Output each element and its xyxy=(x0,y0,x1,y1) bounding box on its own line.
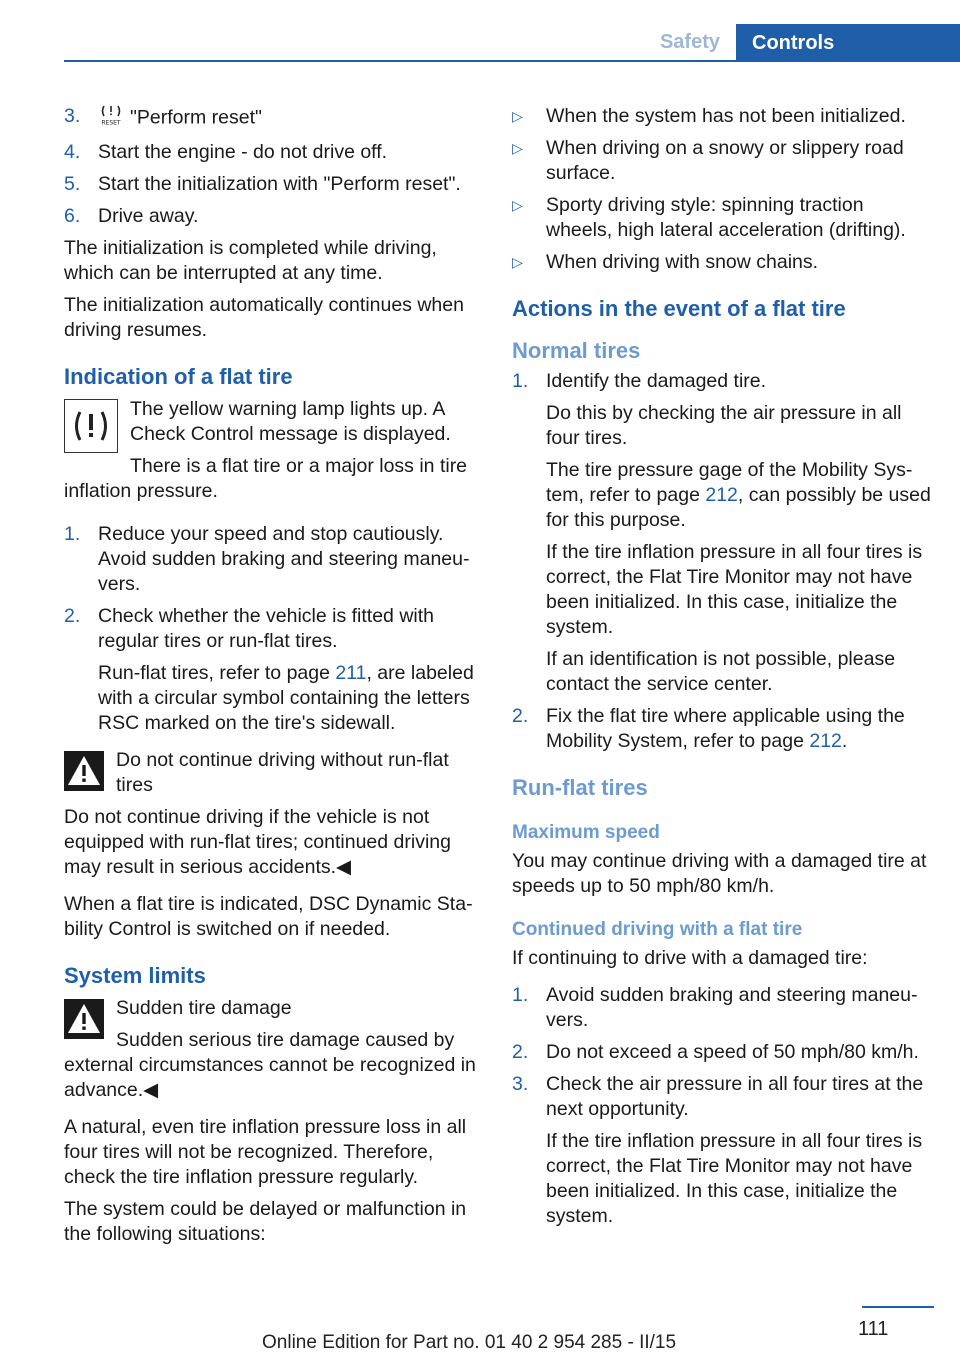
footer-rule xyxy=(862,1306,934,1308)
warning-icon xyxy=(64,751,104,791)
step-number: 3. xyxy=(512,1073,529,1095)
step-number: 1. xyxy=(512,984,529,1006)
warning-title: Do not continue driving without run-flat tires xyxy=(116,749,449,796)
list-item: 2. Fix the flat tire where applicable using the Mobility System, refer to page 212. xyxy=(512,705,905,752)
section-heading: System limits xyxy=(64,963,206,988)
subsection-heading: Run-flat tires xyxy=(512,775,648,800)
step-text: Start the engine - do not drive off. xyxy=(98,141,388,163)
page-link[interactable]: 212 xyxy=(705,484,738,506)
section-heading: Indication of a flat tire xyxy=(64,364,293,389)
tire-warning-lamp-icon xyxy=(64,399,118,453)
left-column xyxy=(64,104,480,1254)
step-subtext: Run-flat tires, refer to page 211, are labeled with a circular symbol containing the letters RSC marked on the tire's sidewall. xyxy=(98,662,474,734)
step-number: 4. xyxy=(64,141,81,163)
warning-title: Sudden tire damage xyxy=(116,997,292,1019)
bullet-item: ▷ When driving with snow chains. xyxy=(512,251,819,273)
bullet-item: ▷ When the system has not been initialized. xyxy=(512,105,906,127)
step-text: Start the initialization with "Perform reset". xyxy=(98,173,461,195)
warning-body: Do not continue driving if the vehicle is not equipped with run-flat tires; continued driving may result in serious accidents.◀ xyxy=(64,806,451,878)
list-item xyxy=(64,204,480,229)
step-subtext: If an identification is not possible, please contact the service center. xyxy=(546,648,896,695)
section-heading: Actions in the event of a flat tire xyxy=(512,296,846,321)
paragraph: When a flat tire is indicated, DSC Dynamic Stability Control is switched on if needed. xyxy=(64,893,473,940)
bullet-triangle-icon: ▷ xyxy=(512,197,523,213)
reset-icon-label: RESET xyxy=(101,119,121,126)
tab-controls[interactable]: Controls xyxy=(736,24,960,62)
subsection-heading: Normal tires xyxy=(512,338,641,363)
step-number: 1. xyxy=(64,523,81,545)
step-text: "Perform reset" xyxy=(130,106,262,129)
list-item xyxy=(64,172,480,197)
list-item: 1. Avoid sudden braking and steering maneuvers. xyxy=(512,984,918,1031)
paragraph: There is a flat tire or a major loss in tire inflation pressure. xyxy=(64,455,468,502)
paragraph: The initialization is completed while driving, which can be interrupted at any time. xyxy=(64,237,437,284)
step-subtext: Do this by checking the air pressure in all four tires. xyxy=(546,402,902,449)
page-number: 111 xyxy=(858,1318,889,1340)
warning-block xyxy=(64,748,480,805)
step-subtext: If the tire inflation pressure in all four tires is correct, the Flat Tire Monitor may not have been initialized. In this case, initialize the system. xyxy=(546,541,923,638)
step-number: 2. xyxy=(64,605,81,627)
list-item: 1. Identify the damaged tire. Do this by checking the air pressure in all four tires. The tire pressure gage of the Mobility System, refer to page 212, can possibly be used for this purpose. If the tire inflation pressure in all four tires is correct, the Flat Tire Monitor may not have been initialized. In this case, initialize the system. If an identification is not possible, please contact the service center. xyxy=(512,370,931,695)
step-number: 5. xyxy=(64,173,81,195)
list-item xyxy=(64,522,480,597)
minor-heading: Maximum speed xyxy=(512,822,660,843)
list-item: 3. Check the air pressure in all four tires at the next opportunity. If the tire inflation pressure in all four tires is correct, the Flat Tire Monitor may not have been initialized. In this case, initialize the system. xyxy=(512,1072,932,1229)
header-rule xyxy=(64,60,960,62)
warning-block xyxy=(64,996,480,1115)
list-item xyxy=(64,604,480,736)
list-item xyxy=(64,104,480,133)
bullet-item: ▷ When driving on a snowy or slippery road surface. xyxy=(512,137,904,184)
warning-body: Sudden serious tire damage caused by external circumstances cannot be recognized in advance.◀ xyxy=(64,1029,476,1101)
list-item: 2. Do not exceed a speed of 50 mph/80 km/h. xyxy=(512,1041,919,1063)
tab-safety[interactable]: Safety xyxy=(659,31,720,53)
bullet-triangle-icon: ▷ xyxy=(512,108,523,124)
bullet-item: ▷ Sporty driving style: spinning traction wheels, high lateral acceleration (drifting). xyxy=(512,194,906,241)
step-subtext: If the tire inflation pressure in all four tires is correct, the Flat Tire Monitor may not have been initialized. In this case, initialize the system. xyxy=(546,1130,923,1227)
paragraph: The yellow warning lamp lights up. A Check Control message is displayed. xyxy=(130,398,451,445)
step-text: Check whether the vehicle is fitted with regular tires or run-flat tires. xyxy=(98,605,434,652)
paragraph: You may continue driving with a damaged tire at speeds up to 50 mph/80 km/h. xyxy=(512,850,927,897)
step-number: 2. xyxy=(512,1041,529,1063)
step-text: Reduce your speed and stop cautiously. Avoid sudden braking and steering maneuvers. xyxy=(98,523,470,595)
paragraph: The initialization automatically continues when driving resumes. xyxy=(64,294,464,341)
edition-text: Online Edition for Part no. 01 40 2 954 285 - II/15 xyxy=(262,1332,677,1353)
step-number: 2. xyxy=(512,705,529,727)
list-item xyxy=(64,140,480,165)
bullet-triangle-icon: ▷ xyxy=(512,254,523,270)
warning-icon xyxy=(64,999,104,1039)
tire-reset-icon xyxy=(98,104,124,133)
right-column xyxy=(512,104,932,1236)
paragraph: If continuing to drive with a damaged tire: xyxy=(512,947,868,969)
page-link[interactable]: 212 xyxy=(809,730,842,752)
bullet-triangle-icon: ▷ xyxy=(512,140,523,156)
step-number: 1. xyxy=(512,370,529,392)
step-number: 6. xyxy=(64,205,81,227)
paragraph: A natural, even tire inflation pressure loss in all four tires will not be recognized. Therefore, check the tire inflation pressure regularly. xyxy=(64,1116,467,1188)
step-text: Drive away. xyxy=(98,205,199,227)
step-subtext: The tire pressure gage of the Mobility System, refer to page 212, can possibly be used for this purpose. xyxy=(546,459,931,531)
minor-heading: Continued driving with a flat tire xyxy=(512,919,803,940)
page-link[interactable]: 211 xyxy=(335,662,367,684)
step-number: 3. xyxy=(64,105,81,127)
paragraph: The system could be delayed or malfunction in the following situations: xyxy=(64,1198,467,1245)
